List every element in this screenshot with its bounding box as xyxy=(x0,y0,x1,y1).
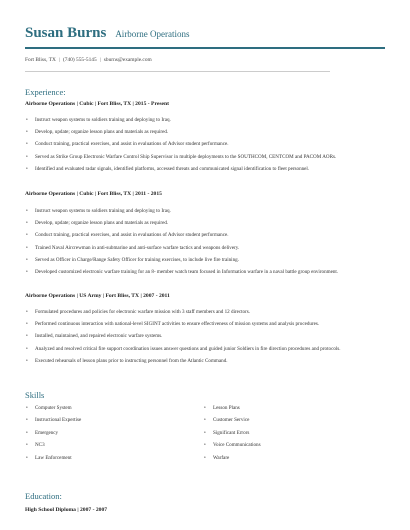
list-item: • Served as Strike Group Electronic Warfare Control Ship Supervisor in multiple deployments to the SOUTHCOM, CENTCOM and PACOM AORs. xyxy=(25,154,390,166)
job-heading: Airborne Operations | Cubic | Fort Bliss, TX | 2011 - 2015 xyxy=(25,191,162,197)
contact-phone: (740) 555-5145 xyxy=(63,57,97,63)
list-item: • Formulated procedures and policies for electronic warfare mission with 3 staff members and 12 directors. xyxy=(25,309,390,321)
name-line xyxy=(25,24,385,44)
list-item: • Significant Errors xyxy=(203,430,261,442)
contact-location: Fort Bliss, TX xyxy=(25,57,56,63)
list-item: • Computer System xyxy=(25,405,81,417)
education-heading: Education: xyxy=(25,491,62,501)
list-item: • Instructional Expertise xyxy=(25,417,81,429)
skills-column-right xyxy=(203,405,261,467)
header-divider xyxy=(25,47,385,49)
list-item: • Developed customized electronic warfare training for an 8- member watch team focused in Information warfare in a naval battle group environment. xyxy=(25,269,390,281)
list-item: • Customer Service xyxy=(203,417,261,429)
list-item: • NC3 xyxy=(25,442,81,454)
contact-line xyxy=(25,57,152,63)
skills-heading: Skills xyxy=(25,390,45,400)
list-item: • Conduct training, practical exercises, and assist in evaluations of Advisor student performance. xyxy=(25,232,390,244)
list-item: • Performed continuous interaction with national-level SIGINT activities to ensure effectiveness of mission systems and analysis procedures. xyxy=(25,321,390,333)
experience-heading: Experience: xyxy=(25,87,66,97)
job-heading: Airborne Operations | US Army | Fort Bliss, TX | 2007 - 2011 xyxy=(25,293,170,299)
list-item: • Analyzed and resolved critical fire support coordination issues answer questions and guided junior Soldiers in fire direction procedures and protocols. xyxy=(25,346,390,358)
job-bullets xyxy=(25,208,390,281)
candidate-name: Susan Burns xyxy=(25,25,107,41)
list-item: • Trained Naval Aircrewman in anti-submarine and anti-surface warfare tactics and weapons delivery. xyxy=(25,245,390,257)
list-item: • Voice Communications xyxy=(203,442,261,454)
skills-column-left xyxy=(25,405,81,467)
list-item: • Instruct weapon systems to soldiers training and deploying to Iraq. xyxy=(25,208,390,220)
list-item: • Identified and evaluated radar signals, identified platforms, accessed threats and communicated signal identification to fleet personnel. xyxy=(25,166,390,178)
list-item: • Conduct training, practical exercises, and assist in evaluations of Advisor student performance. xyxy=(25,141,390,153)
contact-email: sburns@example.com xyxy=(103,57,152,63)
job-heading: Airborne Operations | Cubic | Fort Bliss, TX | 2015 - Present xyxy=(25,101,169,107)
list-item: • Instruct weapon systems to soldiers training and deploying to Iraq. xyxy=(25,117,390,129)
list-item: • Installed, maintained, and repaired electronic warfare systems. xyxy=(25,333,390,345)
candidate-title: Airborne Operations xyxy=(115,29,190,39)
contact-separator: | xyxy=(99,57,101,63)
contact-divider xyxy=(25,71,330,72)
job-bullets xyxy=(25,309,390,370)
job-bullets xyxy=(25,117,390,178)
list-item: • Emergency xyxy=(25,430,81,442)
list-item: • Develop, update; organize lesson plans and materials as required. xyxy=(25,129,390,141)
list-item: • Develop, update; organize lesson plans and materials as required. xyxy=(25,220,390,232)
list-item: • Served as Officer in Charge/Range Safety Officer for training exercises, to include live fire training. xyxy=(25,257,390,269)
list-item: • Law Enforcement xyxy=(25,455,81,467)
education-entry: High School Diploma | 2007 - 2007 xyxy=(25,507,108,513)
list-item: • Lesson Plans xyxy=(203,405,261,417)
list-item: • Warfare xyxy=(203,455,261,467)
contact-separator: | xyxy=(58,57,60,63)
list-item: • Executed rehearsals of lesson plans prior to instructing personnel from the Atlantic Command. xyxy=(25,358,390,370)
resume-header xyxy=(25,24,385,63)
